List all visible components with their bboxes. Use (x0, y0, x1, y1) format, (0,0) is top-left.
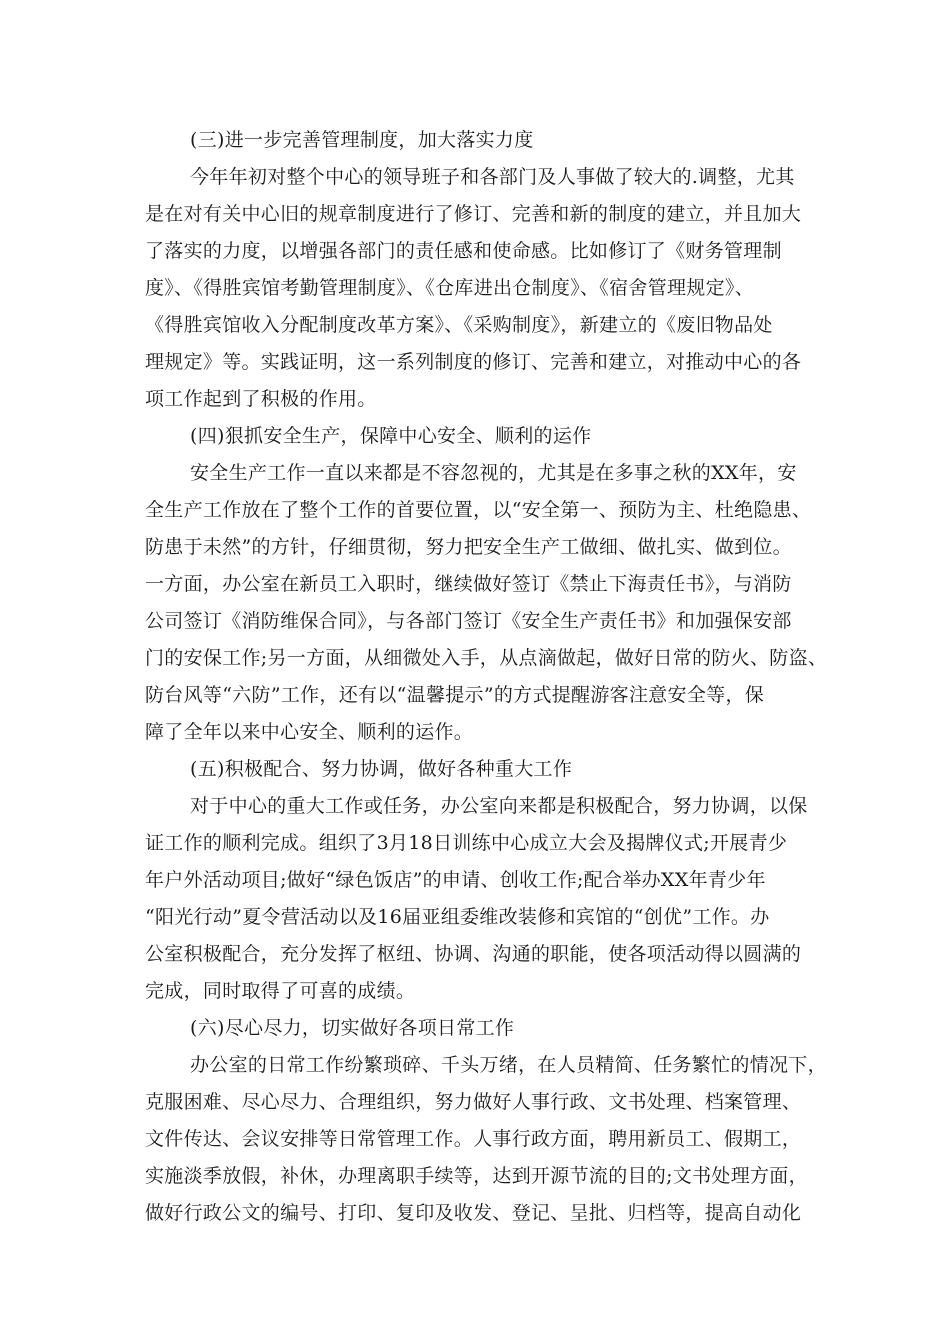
paragraph-line: 《得胜宾馆收入分配制度改革方案》、《采购制度》，新建立的《废旧物品处 (145, 314, 773, 336)
paragraph-line: 项工作起到了积极的作用。 (145, 388, 377, 410)
paragraph-line: 克服困难、尽心尽力、合理组织，努力做好人事行政、文书处理、档案管理、 (145, 1091, 802, 1113)
paragraph-line: 对于中心的重大工作或任务，办公室向来都是积极配合，努力协调，以保 (190, 795, 808, 817)
section-heading-5: (五)积极配合、努力协调，做好各种重大工作 (190, 758, 573, 780)
section-heading-3: (三)进一步完善管理制度，加大落实力度 (190, 129, 534, 151)
paragraph-line: 一方面，办公室在新员工入职时，继续做好签订《禁止下海责任书》，与消防 (145, 573, 792, 595)
section-heading-4: (四)狠抓安全生产，保障中心安全、顺利的运作 (190, 425, 592, 447)
paragraph-line: 障了全年以来中心安全、顺利的运作。 (145, 721, 474, 743)
paragraph-line: 公司签订《消防维保合同》，与各部门签订《安全生产责任书》和加强保安部 (145, 610, 792, 632)
paragraph-line: 年户外活动项目;做好“绿色饭店”的申请、创收工作;配合举办XX年青少年 (145, 869, 766, 891)
paragraph-line: 公室积极配合，充分发挥了枢纽、协调、沟通的职能，使各项活动得以圆满的 (145, 943, 802, 965)
section-heading-6: (六)尽心尽力，切实做好各项日常工作 (190, 1017, 515, 1039)
paragraph-line: 办公室的日常工作纷繁琐碎、千头万绪，在人员精简、任务繁忙的情况下， (190, 1054, 827, 1076)
paragraph-line: 门的安保工作;另一方面，从细微处入手，从点滴做起，做好日常的防火、防盗、 (145, 647, 828, 669)
paragraph-line: 是在对有关中心旧的规章制度进行了修订、完善和新的制度的建立，并且加大 (145, 203, 802, 225)
paragraph-line: 防患于未然”的方针，仔细贯彻，努力把安全生产工做细、做扎实、做到位。 (145, 536, 792, 558)
paragraph-line: 做好行政公文的编号、打印、复印及收发、登记、呈批、归档等，提高自动化 (145, 1202, 802, 1224)
paragraph-line: 安全生产工作一直以来都是不容忽视的，尤其是在多事之秋的XX年，安 (190, 462, 797, 484)
paragraph-line: 度》、《得胜宾馆考勤管理制度》、《仓库进出仓制度》、《宿舍管理规定》、 (145, 277, 755, 299)
paragraph-line: 文件传达、会议安排等日常管理工作。人事行政方面，聘用新员工、假期工， (145, 1128, 802, 1150)
paragraph-line: 理规定》等。实践证明，这一系列制度的修订、完善和建立，对推动中心的各 (145, 351, 802, 373)
paragraph-line: “阳光行动”夏令营活动以及16届亚组委维改装修和宾馆的“创优”工作。办 (145, 906, 770, 928)
paragraph-line: 实施淡季放假，补休，办理离职手续等，达到开源节流的目的;文书处理方面， (145, 1165, 808, 1187)
paragraph-line: 证工作的顺利完成。组织了3月18日训练中心成立大会及揭牌仪式;开展青少 (145, 832, 788, 854)
paragraph-line: 防台风等“六防”工作，还有以“温馨提示”的方式提醒游客注意安全等，保 (145, 684, 765, 706)
paragraph-line: 今年年初对整个中心的领导班子和各部门及人事做了较大的.调整，尤其 (190, 166, 795, 188)
paragraph-line: 全生产工作放在了整个工作的首要位置，以“安全第一、预防为主、杜绝隐患、 (145, 499, 812, 521)
paragraph-line: 了落实的力度，以增强各部门的责任感和使命感。比如修订了《财务管理制 (145, 240, 782, 262)
paragraph-line: 完成，同时取得了可喜的成绩。 (145, 980, 416, 1002)
